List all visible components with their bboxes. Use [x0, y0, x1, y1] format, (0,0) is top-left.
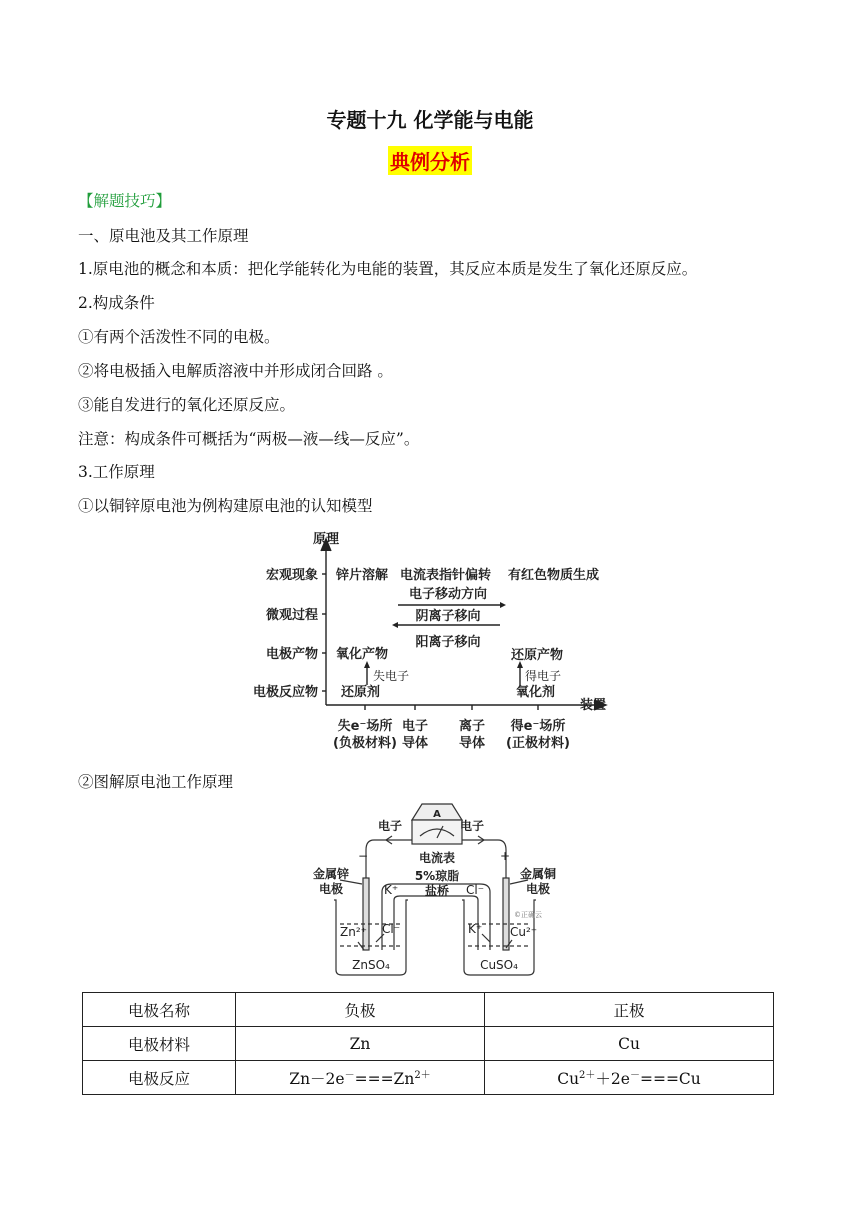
negative-reaction-cell [236, 1061, 485, 1095]
section-subtitle: 典例分析 [388, 146, 472, 175]
galvanic-cell-diagram [300, 800, 560, 982]
macro-left: 锌片溶解 [336, 568, 389, 583]
column-label: 得e⁻场所 [510, 719, 566, 734]
reaction-sup: － [629, 1069, 640, 1081]
condition-1: ①有两个活泼性不同的电极。 [78, 328, 280, 346]
row-label-product: 电极产物 [265, 647, 318, 662]
k-ion: K⁺ [468, 922, 483, 936]
cu-ion: Cu²⁺ [510, 925, 538, 939]
micro-electron: 电子移动方向 [408, 587, 488, 602]
left-arrow-label: 失电子 [373, 669, 410, 683]
principle-2: ②图解原电池工作原理 [78, 773, 234, 791]
column-label: 电子 [401, 719, 429, 734]
cu-electrode-label: 金属铜 [519, 867, 557, 881]
zn-electrode-label2: 电极 [318, 882, 344, 896]
macro-middle: 电流表指针偏转 [400, 568, 492, 583]
reaction-sup: 2＋ [414, 1069, 431, 1081]
column-label: (正极材料) [506, 736, 570, 751]
meter-letter: A [433, 809, 441, 820]
section-heading: 一、原电池及其工作原理 [78, 227, 249, 245]
positive-reaction-cell [485, 1061, 774, 1095]
reaction-text: Zn－2e [289, 1069, 345, 1088]
column-label: 离子 [458, 719, 486, 734]
reaction-text: ===Zn [354, 1069, 415, 1088]
bridge-label2: 盐桥 [424, 884, 450, 898]
table-cell: Zn [236, 1027, 485, 1061]
condition-3: ③能自发进行的氧化还原反应。 [78, 396, 296, 414]
note: 注意：构成条件可概括为“两极—液—线—反应”。 [78, 430, 420, 448]
left-solution: ZnSO₄ [352, 958, 390, 972]
plus-sign: + [500, 849, 511, 863]
row-label-reactant: 电极反应物 [252, 685, 318, 700]
reaction-sup: 2＋ [579, 1069, 596, 1081]
table-header-cell: 负极 [236, 993, 485, 1027]
table-header-cell: 电极名称 [83, 993, 236, 1027]
reaction-text: ＋2e [595, 1069, 630, 1088]
left-reactant: 还原剂 [341, 685, 381, 700]
table-cell: Cu [485, 1027, 774, 1061]
x-axis-label: 装置 [580, 698, 607, 713]
row-label-micro: 微观过程 [265, 608, 318, 623]
paragraph-principle: 3.工作原理 [78, 463, 155, 481]
column-label: 导体 [401, 736, 429, 751]
electrode-table [82, 992, 774, 1095]
watermark: ©正确云 [514, 911, 542, 919]
zn-electrode-label: 金属锌 [312, 867, 350, 881]
right-arrow-label: 得电子 [525, 669, 562, 683]
reaction-text: Cu [557, 1069, 580, 1088]
minus-sign: − [358, 849, 369, 863]
bridge-cl-ion: Cl⁻ [466, 883, 485, 897]
micro-cation: 阳离子移向 [415, 635, 481, 650]
meter-label: 电流表 [418, 851, 456, 865]
bridge-label: 5%琼脂 [414, 869, 460, 883]
column-label: 导体 [458, 736, 486, 751]
table-row [83, 1027, 774, 1061]
left-product: 氧化产物 [336, 647, 389, 662]
reaction-sup: － [344, 1069, 355, 1081]
cu-electrode-label2: 电极 [525, 882, 551, 896]
column-label: 失e⁻场所 [337, 719, 393, 734]
y-axis-label: 原理 [313, 532, 340, 547]
row-label-macro: 宏观现象 [265, 568, 318, 583]
principle-1: ①以铜锌原电池为例构建原电池的认知模型 [78, 497, 373, 515]
paragraph-concept: 1.原电池的概念和本质：把化学能转化为电能的装置，其反应本质是发生了氧化还原反应。 [78, 260, 698, 278]
macro-right: 有红色物质生成 [508, 568, 600, 583]
document-title: 专题十九 化学能与电能 [326, 108, 534, 132]
tips-heading: 【解题技巧】 [78, 192, 172, 210]
table-row [83, 993, 774, 1027]
table-header-cell: 正极 [485, 993, 774, 1027]
column-label: (负极材料) [333, 736, 397, 751]
table-cell: 电极反应 [83, 1061, 236, 1095]
paragraph-conditions: 2.构成条件 [78, 294, 155, 312]
right-reactant: 氧化剂 [516, 685, 556, 700]
right-solution: CuSO₄ [480, 958, 518, 972]
condition-2: ②将电极插入电解质溶液中并形成闭合回路 。 [78, 362, 393, 380]
electron-right-label: 电子 [459, 819, 485, 833]
right-product: 还原产物 [511, 648, 564, 663]
reaction-text: ===Cu [639, 1069, 701, 1088]
cl-ion: Cl⁻ [382, 922, 401, 936]
table-row [83, 1061, 774, 1095]
micro-anion: 阴离子移向 [415, 609, 481, 624]
zn-ion: Zn²⁺ [340, 925, 367, 939]
cognitive-model-diagram [240, 525, 620, 755]
table-cell: 电极材料 [83, 1027, 236, 1061]
bridge-k-ion: K⁺ [384, 883, 399, 897]
electron-left-label: 电子 [377, 819, 403, 833]
